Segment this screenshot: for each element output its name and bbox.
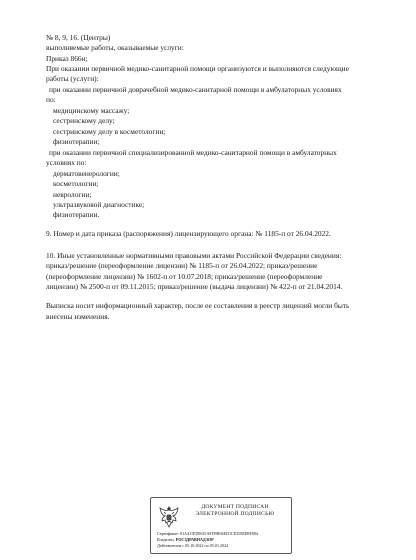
russian-coat-of-arms-icon	[157, 504, 181, 530]
text-line: условиях по:	[46, 158, 87, 167]
list-item: неврологии;	[53, 190, 92, 199]
text-line: при оказании первичной доврачебной медико-санитарной помощи в амбулаторных условиях	[49, 85, 342, 94]
other-info-line: (переоформление лицензии) № 1602-п от 10.07.2018; приказ/решение (переоформление	[46, 272, 323, 281]
disclaimer-note: внесены изменения.	[46, 312, 110, 321]
text-line: выполняемые работы, оказываемые услуги:	[46, 43, 184, 52]
text-line: по:	[46, 95, 56, 104]
owner-line: Владелец: РОСЗДРАВНАДЗОР	[157, 537, 214, 542]
text-line: При оказании первичной медико-санитарной помощи организуются и выполняются следующие	[46, 64, 349, 73]
other-info-heading: 10. Иные установленные нормативными правовыми актами Российской Федерации сведения:	[46, 251, 342, 260]
validity-line: Действителен с 05.10.2022 по 05.01.2024	[157, 543, 229, 548]
signature-title: ДОКУМЕНТ ПОДПИСАН ЭЛЕКТРОННОЙ ПОДПИСЬЮ	[195, 504, 275, 517]
list-item: физиотерапии.	[53, 210, 100, 219]
list-item: сестринскому делу в косметологии;	[53, 127, 166, 136]
list-item: косметологии;	[53, 179, 99, 188]
license-order-number: 9. Номер и дата приказа (распоряжения) лицензирующего органа: № 1185-п от 26.04.2022.	[46, 229, 331, 238]
text-line: при оказании первичной специализированной медико-санитарной помощи в амбулаторных	[49, 148, 337, 157]
disclaimer-note: Выписка носит информационный характер, после ее составления в реестр лицензий могли быть	[46, 301, 350, 310]
electronic-signature-stamp	[150, 497, 292, 554]
other-info-line: приказ/решение (переоформление лицензии) № 1185-п от 26.04.2022; приказ/решение	[46, 261, 318, 270]
certificate-line: Сертификат: 01A411FD0025AFD9B94ED1CE5058D8F884	[157, 531, 258, 536]
list-item: сестринскому делу;	[53, 116, 115, 125]
other-info-line: лицензии) № 2500-п от 09.11.2015; приказ/решение (выдача лицензии) № 422-п от 21.04.2014.	[46, 282, 343, 291]
text-line: работы (услуги):	[46, 74, 99, 83]
text-line: Приказ 866н;	[46, 54, 88, 63]
list-item: физиотерапии;	[53, 137, 100, 146]
text-line: № 8, 9, 16. (Центры)	[46, 33, 111, 42]
list-item: дерматовенерологии;	[53, 169, 120, 178]
list-item: ультразвуковой диагностике;	[53, 200, 145, 209]
list-item: медицинскому массажу;	[53, 106, 130, 115]
